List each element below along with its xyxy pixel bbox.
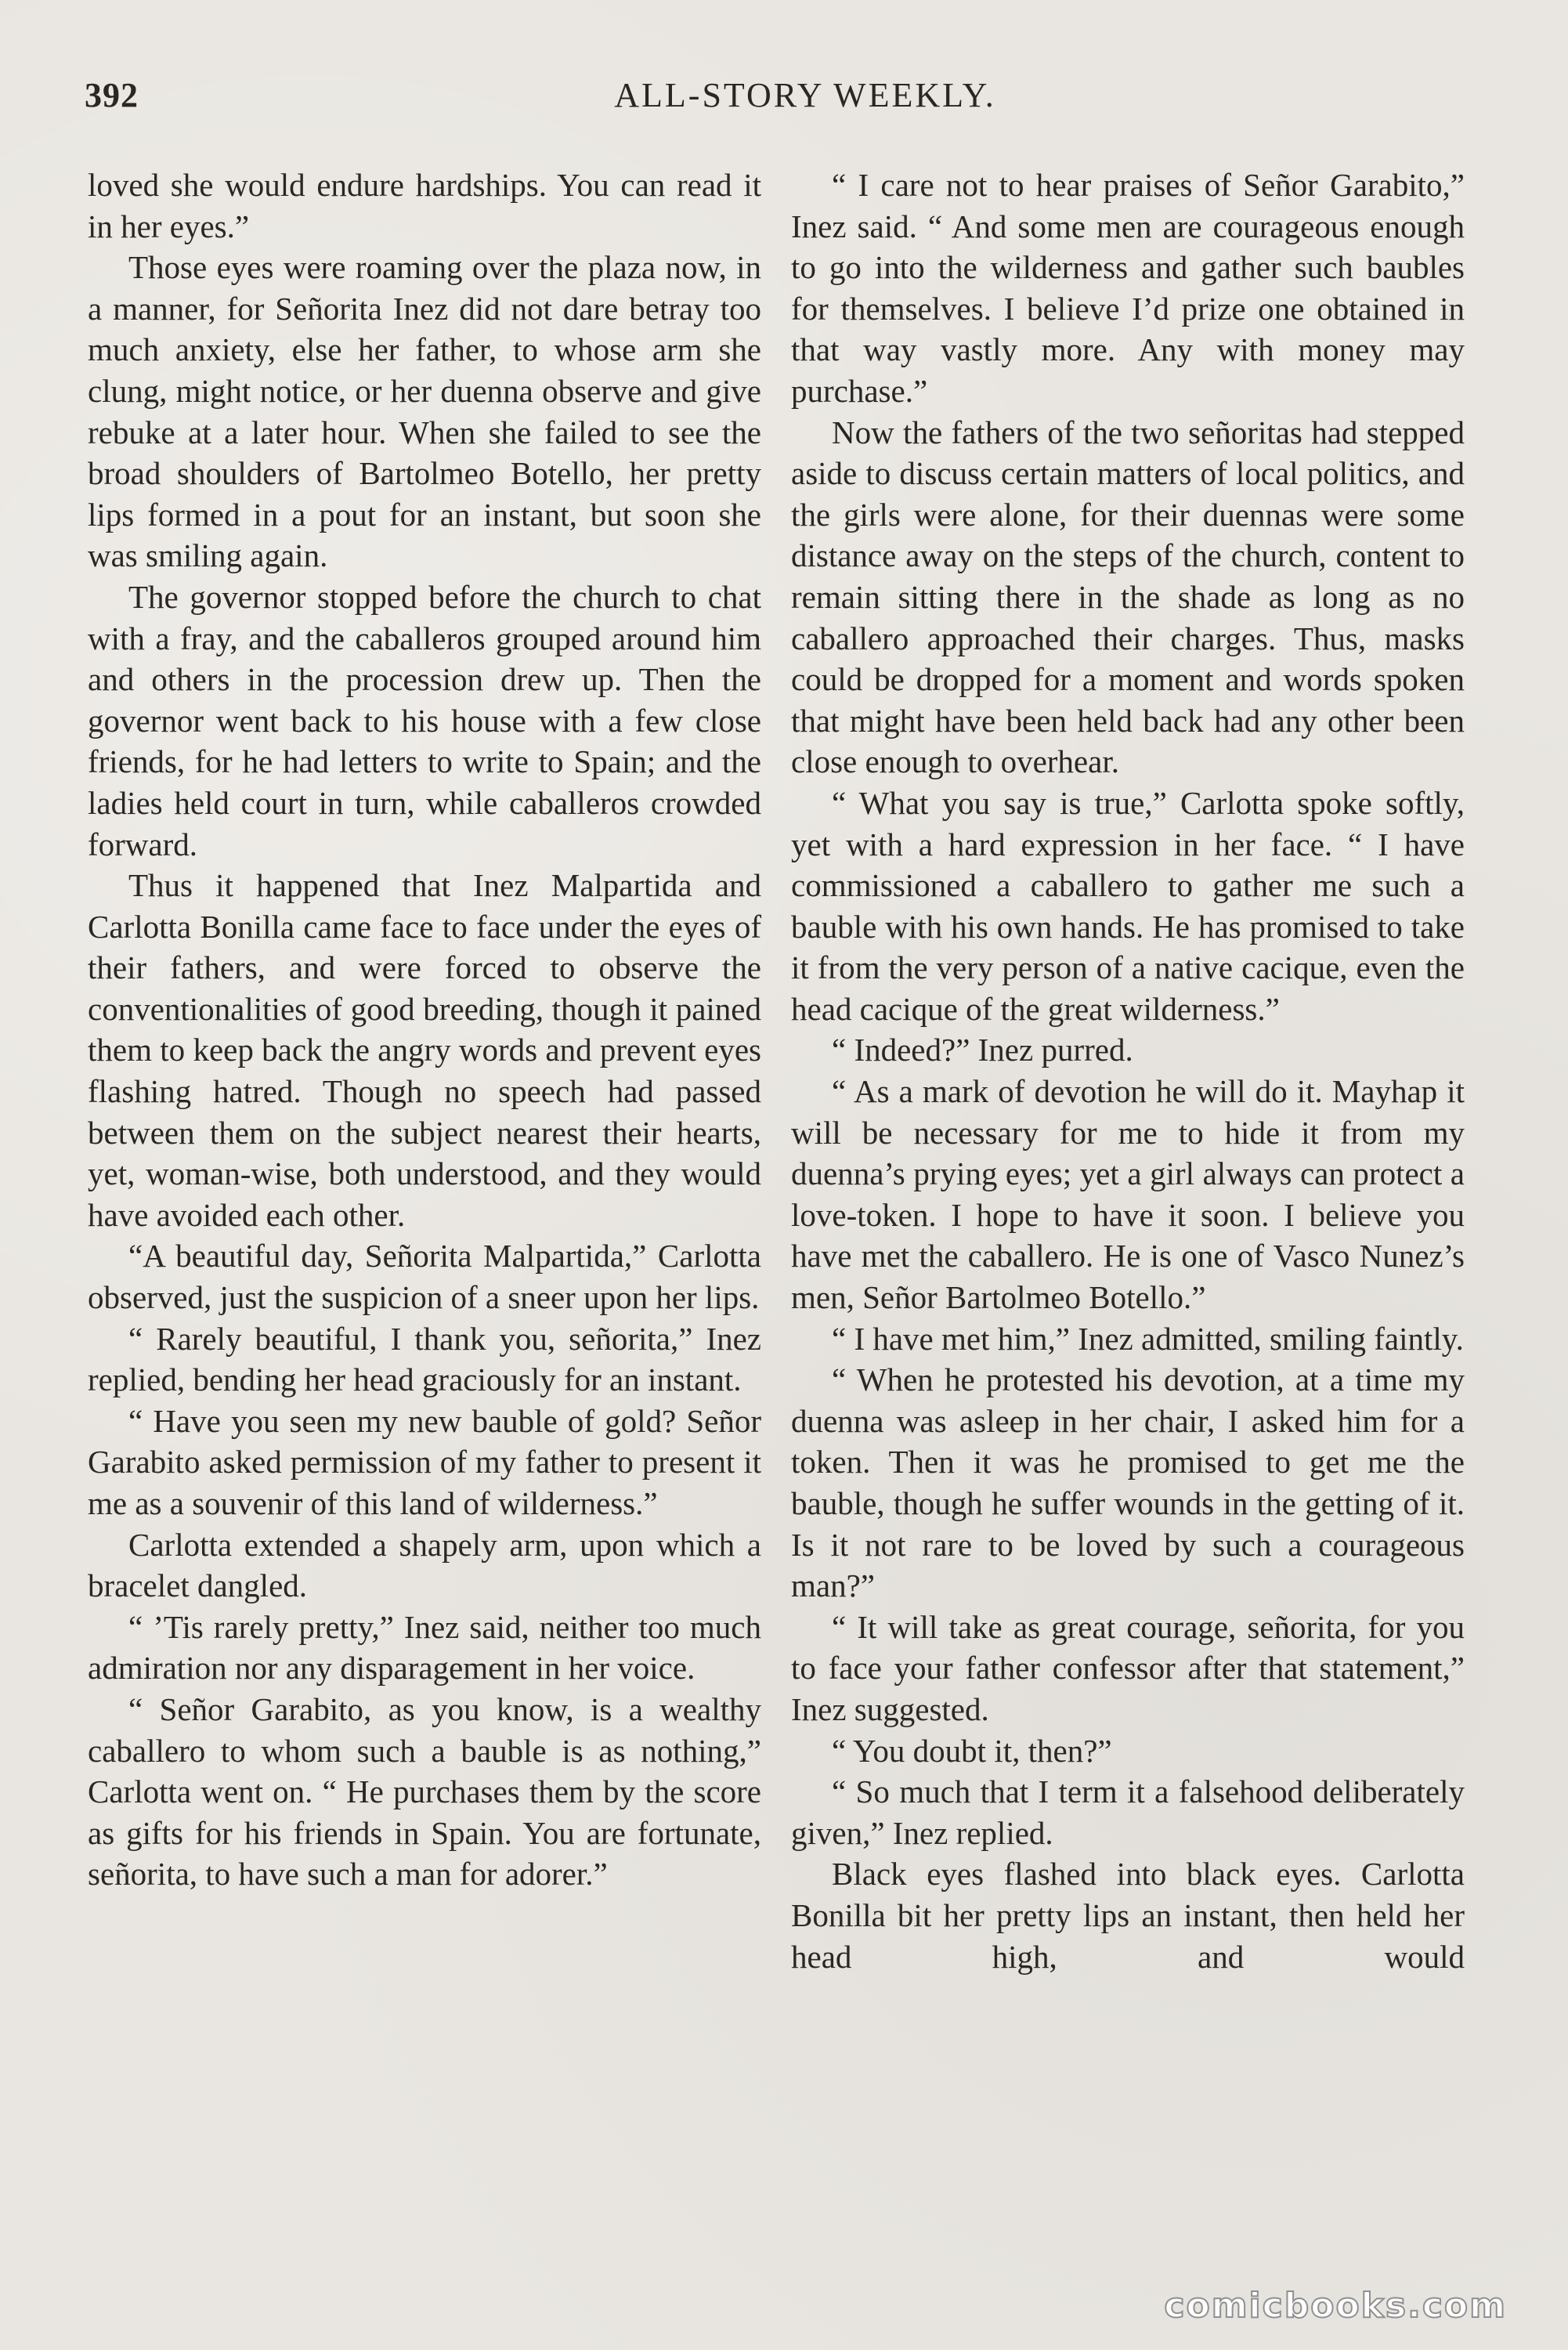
page-header [85,75,1463,138]
paragraph: Black eyes flashed into black eyes. Carlotta Bonilla bit her pretty lips an instant, then held her head high, and would [791,1856,1465,1975]
paragraph: “ I have met him,” Inez admitted, smiling faintly. [832,1320,1464,1357]
paragraph: “ Señor Garabito, as you know, is a wealthy caballero to whom such a bauble is as nothing,” Carlotta went on. “ He purchases them by the score as gifts for his friends in Spain. You are fortunate, señorita, to have such a man for adorer.” [88,1690,761,1893]
paragraph: “ So much that I term it a falsehood deliberately given,” Inez replied. [791,1773,1465,1851]
right-column [791,164,1465,1977]
paragraph: The governor stopped before the church to chat with a fray, and the caballeros grouped around him and others in the procession drew up. Then the governor went back to his house with a few close friends, for he had letters to write to Spain; and the ladies held court in turn, while caballeros crowded forward. [88,578,761,862]
site-watermark: comicbooks.com [1164,2286,1507,2326]
paragraph: “ It will take as great courage, señorita, for you to face your father confessor after that statement,” Inez suggested. [791,1608,1465,1727]
paragraph: “ Have you seen my new bauble of gold? Señor Garabito asked permission of my father to present it me as a souvenir of this land of wilderness.” [88,1402,761,1521]
paragraph: loved she would endure hardships. You can read it in her eyes.” [88,167,761,244]
paragraph: “ As a mark of devotion he will do it. Mayhap it will be necessary for me to hide it from my duenna’s prying eyes; yet a girl always can protect a love-token. I hope to have it soon. I believe you have met the caballero. He is one of Vasco Nunez’s men, Señor Bartolmeo Botello.” [791,1073,1465,1316]
paragraph: “ When he protested his devotion, at a time my duenna was asleep in her chair, I asked him for a token. Then it was he promised to get me the bauble, though he suffer wounds in the getting of it. Is it not rare to be loved by such a courageous man?” [791,1361,1465,1604]
paragraph: “ Indeed?” Inez purred. [832,1032,1133,1068]
left-column [88,164,761,1895]
paragraph: “ You doubt it, then?” [832,1732,1112,1769]
paragraph: Thus it happened that Inez Malpartida and Carlotta Bonilla came face to face under the eyes of their fathers, and were forced to observe the conventionalities of good breeding, though it pained them to keep back the angry words and prevent eyes flashing hatred. Though no speech had passed between them on the subject nearest their hearts, yet, woman-wise, both understood, and they would have avoided each other. [88,867,761,1233]
paragraph: “ Rarely beautiful, I thank you, señorita,” Inez replied, bending her head graciously for an instant. [88,1320,761,1398]
paragraph: “A beautiful day, Señorita Malpartida,” Carlotta observed, just the suspicion of a sneer upon her lips. [88,1238,761,1316]
paragraph: “ ’Tis rarely pretty,” Inez said, neither too much admiration nor any disparagement in her voice. [88,1608,761,1687]
paragraph: Those eyes were roaming over the plaza now, in a manner, for Señorita Inez did not dare betray too much anxiety, else her father, to whose arm she clung, might notice, or her duenna observe and give rebuke at a later hour. When she failed to see the broad shoulders of Bartolmeo Botello, her pretty lips formed in a pout for an instant, but soon she was smiling again. [88,249,761,574]
paragraph: Now the fathers of the two señoritas had stepped aside to discuss certain matters of local politics, and the girls were alone, for their duennas were some distance away on the steps of the church, content to remain sitting there in the shade as long as no caballero approached their charges. Thus, masks could be dropped for a moment and words spoken that might have been held back had any other been close enough to overhear. [791,414,1465,780]
paragraph: “ I care not to hear praises of Señor Garabito,” Inez said. “ And some men are courageous enough to go into the wilderness and gather such baubles for themselves. I believe I’d prize one obtained in that way vastly more. Any with money may purchase.” [791,167,1465,409]
paragraph: Carlotta extended a shapely arm, upon which a bracelet dangled. [88,1526,761,1604]
running-title: ALL-STORY WEEKLY. [614,76,996,114]
paragraph: “ What you say is true,” Carlotta spoke softly, yet with a hard expression in her face. “ I have commissioned a caballero to gather me such a bauble with his own hands. He has promised to take it from the very person of a native cacique, even the head cacique of the great wilderness.” [791,784,1465,1027]
page-number: 392 [85,76,139,114]
